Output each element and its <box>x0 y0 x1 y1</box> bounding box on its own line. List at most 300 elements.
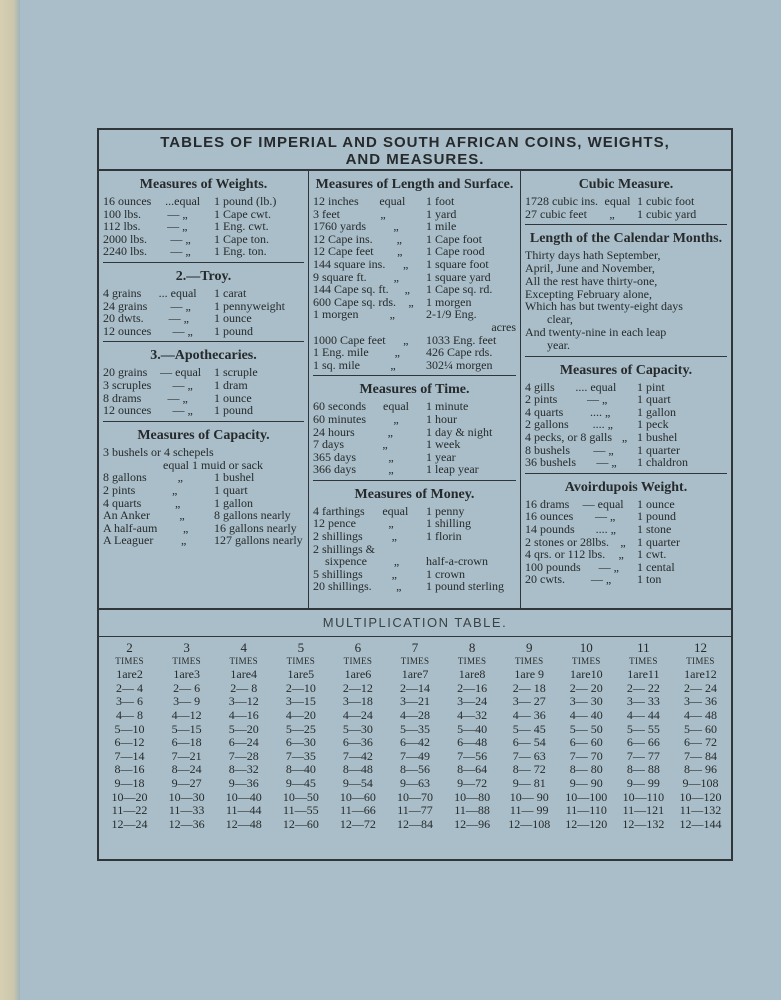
table-row <box>313 580 516 593</box>
row-quantity: 60 minutes <box>313 411 366 426</box>
title-line-2: AND MEASURES. <box>345 151 485 168</box>
times-line: 7—28 <box>228 748 259 763</box>
times-line: 12—60 <box>282 816 319 831</box>
times-column-9 <box>501 641 558 831</box>
times-label: TIMES <box>629 655 658 666</box>
row-equal: „ <box>408 294 414 309</box>
times-line: 2— 4 <box>116 680 144 695</box>
times-line: 6— 54 <box>512 735 546 750</box>
times-line: 8—64 <box>457 762 488 777</box>
row-quantity: 2 shillings & <box>313 541 376 556</box>
row-value: 1 Eng. ton. <box>214 244 267 259</box>
row-value: 1 gallon <box>214 495 253 510</box>
times-line: 8—48 <box>342 762 373 777</box>
times-line: 2—16 <box>457 680 488 695</box>
times-line: 2—10 <box>285 680 316 695</box>
times-column-5 <box>272 641 329 831</box>
row-equal: „ <box>175 495 181 510</box>
times-line: 12—108 <box>508 816 551 831</box>
times-line: 3— 30 <box>569 694 603 709</box>
table-row <box>103 220 304 233</box>
times-column-10 <box>558 641 615 831</box>
row-equal: „ <box>391 529 397 544</box>
row-equal: — equal <box>582 496 624 511</box>
row-value: half-a-crown <box>426 554 488 569</box>
row-equal <box>375 543 426 556</box>
row-quantity: 112 lbs. <box>103 219 141 234</box>
table-row <box>313 413 516 426</box>
times-line: 9— 81 <box>512 775 546 790</box>
row-quantity: 5 shillings <box>313 566 363 581</box>
row-quantity: 24 grains <box>103 298 148 313</box>
table-row <box>313 220 516 233</box>
times-line: 9— 90 <box>569 775 603 790</box>
row-value: 1 yard <box>426 206 457 221</box>
times-line: 2—14 <box>400 680 431 695</box>
title-line-1: TABLES OF IMPERIAL AND SOUTH AFRICAN COINS, WEIGHTS, <box>160 134 670 151</box>
row-quantity: 1 morgen <box>313 307 359 322</box>
times-number: 9 <box>525 640 533 655</box>
times-line: 3— 27 <box>512 694 546 709</box>
multiplication-table <box>99 637 731 831</box>
times-line: 2— 6 <box>173 680 201 695</box>
times-line: 9— 99 <box>626 775 660 790</box>
row-equal: ... equal <box>158 285 197 300</box>
column-middle <box>309 171 521 608</box>
row-quantity: 8 bushels <box>525 442 570 457</box>
section-money <box>313 481 516 597</box>
table-row <box>103 534 304 547</box>
row-value: 1 pound (lb.) <box>214 194 277 208</box>
row-quantity: 2000 lbs. <box>103 231 148 246</box>
times-line: 1are7 <box>401 667 429 682</box>
table-row <box>103 509 304 522</box>
times-line: 7— 77 <box>626 748 660 763</box>
section-length <box>313 171 516 376</box>
row-value: 1 foot <box>426 194 455 208</box>
row-equal: .... „ <box>590 404 611 419</box>
table-row <box>103 325 304 338</box>
row-quantity: 366 days <box>313 462 356 477</box>
row-equal: „ <box>609 206 615 221</box>
table-row <box>103 287 304 300</box>
times-column-8 <box>444 641 501 831</box>
row-equal: — „ <box>168 311 189 326</box>
row-value: 1 bushel <box>637 429 678 444</box>
row-quantity: 4 pecks, or 8 galls <box>525 429 612 444</box>
row-quantity: 8 gallons <box>103 470 147 485</box>
row-value: 1 pennyweight <box>214 298 285 313</box>
row-quantity: 12 inches <box>313 194 359 208</box>
row-value: 1 mile <box>426 219 457 234</box>
row-equal: „ <box>177 470 183 485</box>
times-line: 7— 84 <box>683 748 717 763</box>
times-line: 11— 99 <box>509 803 549 818</box>
row-quantity: 16 ounces <box>103 194 152 208</box>
row-equal: „ <box>390 357 396 372</box>
row-equal: — „ <box>170 244 191 259</box>
row-value: 1 cubic yard <box>637 206 697 221</box>
table-row <box>313 438 516 451</box>
row-quantity: 60 seconds <box>313 399 366 414</box>
row-quantity: 20 shillings. <box>313 579 372 594</box>
row-quantity: 4 qrs. or 112 lbs. <box>525 547 606 562</box>
row-equal: — „ <box>596 455 617 470</box>
times-line: 12—84 <box>397 816 434 831</box>
row-quantity: 144 Cape sq. ft. <box>313 282 389 297</box>
row-quantity: 16 drams <box>525 496 570 511</box>
row-quantity: 100 lbs. <box>103 206 142 221</box>
times-line: 12—96 <box>454 816 491 831</box>
times-line: 3— 36 <box>683 694 717 709</box>
row-quantity: 20 grains <box>103 365 148 380</box>
times-line: 3—12 <box>228 694 259 709</box>
section-troy <box>103 263 304 342</box>
row-quantity: 100 pounds <box>525 559 581 574</box>
section-capacity-sa <box>103 422 304 551</box>
row-equal: .... „ <box>592 417 613 432</box>
times-line: 10—120 <box>679 789 722 804</box>
poem-line: clear, <box>547 312 573 327</box>
row-value: 426 Cape rds. <box>426 345 493 360</box>
row-quantity: 12 Cape feet <box>313 244 374 259</box>
row-value: 1 Cape rood <box>426 244 485 259</box>
times-line: 6—48 <box>457 735 488 750</box>
times-label: TIMES <box>172 655 201 666</box>
row-equal: equal <box>604 194 631 208</box>
row-quantity: 8 drams <box>103 390 142 405</box>
times-line: 1are12 <box>684 667 717 682</box>
row-value: 1 hour <box>426 411 457 426</box>
times-line: 6—18 <box>171 735 202 750</box>
row-quantity: 2 pints <box>525 392 558 407</box>
row-equal: — „ <box>172 377 193 392</box>
poem-line: April, June and November, <box>525 260 655 275</box>
times-line: 11—55 <box>283 803 319 818</box>
times-line: 3—24 <box>457 694 488 709</box>
times-line: 10—70 <box>397 789 434 804</box>
row-value: 127 gallons nearly <box>214 533 303 548</box>
times-line: 6— 72 <box>683 735 717 750</box>
row-value: 1 day & night <box>426 424 493 439</box>
row-quantity: 4 grains <box>103 285 142 300</box>
times-line: 12—72 <box>339 816 376 831</box>
row-equal: „ <box>387 424 393 439</box>
times-line: 3—21 <box>400 694 431 709</box>
row-quantity: 9 square ft. <box>313 269 367 284</box>
row-value: 1 dram <box>214 377 248 392</box>
times-line: 8— 72 <box>512 762 546 777</box>
times-line: 9—45 <box>285 775 316 790</box>
section-weights <box>103 171 304 263</box>
row-equal: — „ <box>170 298 191 313</box>
row-quantity: 1728 cubic ins. <box>525 194 598 208</box>
times-line: 10—30 <box>168 789 205 804</box>
times-line: 1are11 <box>627 667 660 682</box>
row-value: 1 chaldron <box>637 455 688 470</box>
row-quantity: 12 pence <box>313 516 356 531</box>
row-equal: „ <box>388 462 394 477</box>
row-equal: — equal <box>160 365 202 380</box>
row-equal: „ <box>403 256 409 271</box>
row-value: 8 gallons nearly <box>214 508 291 523</box>
times-line: 9—63 <box>400 775 431 790</box>
table-row <box>313 283 516 296</box>
row-value: 1 shilling <box>426 516 472 531</box>
row-equal: „ <box>391 566 397 581</box>
intro-line: 3 bushels or 4 schepels <box>103 444 214 459</box>
times-line: 1are6 <box>344 667 372 682</box>
row-value: 1 ounce <box>214 390 252 405</box>
intro-line: equal 1 muid or sack <box>163 457 263 472</box>
row-value: 1 minute <box>426 399 469 414</box>
times-line: 5— 50 <box>569 721 603 736</box>
row-equal: „ <box>621 429 628 444</box>
row-quantity: 4 quarts <box>525 404 564 419</box>
section-capacity <box>525 357 727 474</box>
row-value: 1 cubic foot <box>637 194 695 208</box>
times-line: 8— 80 <box>569 762 603 777</box>
section-heading: Avoirdupois Weight. <box>564 479 688 495</box>
times-label: TIMES <box>400 655 430 666</box>
table-row <box>313 555 516 568</box>
times-column-12 <box>672 641 729 831</box>
row-value: 1 morgen <box>426 294 472 309</box>
times-line: 11—121 <box>622 803 665 818</box>
row-equal: — „ <box>590 572 612 587</box>
table-row <box>525 431 727 444</box>
row-value: 1 cwt. <box>637 547 667 562</box>
row-quantity: 2 pints <box>103 482 136 497</box>
row-equal: equal <box>383 399 409 414</box>
table-row <box>525 456 727 469</box>
times-line: 4—16 <box>228 707 259 722</box>
row-equal: „ <box>404 282 410 297</box>
times-line: 3— 9 <box>173 694 201 709</box>
column-right <box>521 171 731 608</box>
times-line: 10—20 <box>111 789 148 804</box>
times-line: 4— 36 <box>512 707 546 722</box>
times-line: 10—100 <box>565 789 608 804</box>
times-label: TIMES <box>686 655 715 666</box>
times-line: 12—144 <box>679 816 722 831</box>
row-quantity: 7 days <box>313 437 344 452</box>
times-line: 4— 8 <box>116 707 144 722</box>
times-column-6 <box>329 641 386 831</box>
row-equal: „ <box>393 269 399 284</box>
section-heading: 3.—Apothecaries. <box>150 348 257 364</box>
row-quantity: 36 bushels <box>525 455 576 470</box>
row-equal: „ <box>179 508 185 523</box>
poem-line: Thirty days hath September, <box>525 248 661 263</box>
table-row <box>313 463 516 476</box>
times-line: 5—20 <box>228 721 259 736</box>
row-quantity: 4 farthings <box>313 503 365 518</box>
times-line: 6— 60 <box>569 735 603 750</box>
times-line: 1are10 <box>569 667 603 682</box>
row-quantity: 4 quarts <box>103 495 142 510</box>
section-cubic <box>525 171 727 225</box>
row-equal: „ <box>172 482 178 497</box>
times-line: 9—108 <box>682 775 719 790</box>
row-value: 1 Cape ton. <box>214 231 269 246</box>
row-value: 1033 Eng. feet <box>426 332 497 347</box>
times-line: 7—14 <box>114 748 145 763</box>
row-equal: .... equal <box>575 379 617 394</box>
table-row <box>313 346 516 359</box>
row-value: 1 stone <box>637 521 672 536</box>
row-equal: — „ <box>587 392 608 407</box>
row-equal: — „ <box>595 509 616 524</box>
section-heading: 2.—Troy. <box>175 268 232 284</box>
times-number: 12 <box>693 640 707 655</box>
times-line: 10—50 <box>282 789 319 804</box>
row-equal: .... „ <box>595 521 616 536</box>
times-number: 11 <box>637 640 650 655</box>
row-equal: „ <box>183 520 189 535</box>
multiplication-heading: MULTIPLICATION TABLE. <box>99 610 731 637</box>
row-value: 1 leap year <box>426 462 479 477</box>
table-row <box>525 195 727 208</box>
row-equal: „ <box>180 533 187 548</box>
times-line: 6—30 <box>285 735 316 750</box>
times-line: 5—40 <box>457 721 488 736</box>
row-quantity: A Leaguer <box>103 533 154 548</box>
times-line: 6—36 <box>342 735 373 750</box>
times-line: 8— 96 <box>683 762 717 777</box>
times-line: 11—66 <box>340 803 376 818</box>
row-quantity: 1000 Cape feet <box>313 332 386 347</box>
times-number: 6 <box>354 640 362 655</box>
times-line: 3—18 <box>342 694 373 709</box>
row-value: 2-1/9 Eng. <box>426 307 477 322</box>
row-equal: „ <box>393 411 399 426</box>
table-row <box>525 573 727 586</box>
times-line: 9—72 <box>457 775 488 790</box>
row-equal: „ <box>396 579 402 594</box>
times-line: 7—49 <box>400 748 431 763</box>
times-line: 12—48 <box>225 816 262 831</box>
row-equal: — „ <box>172 403 193 418</box>
times-line: 3—15 <box>285 694 316 709</box>
section-apothecaries <box>103 342 304 421</box>
times-line: 1are8 <box>458 667 486 682</box>
row-value: 1 pound <box>214 323 253 338</box>
row-quantity: 12 ounces <box>103 403 152 418</box>
times-line: 12—36 <box>168 816 205 831</box>
times-line: 12—24 <box>111 816 148 831</box>
times-line: 9—27 <box>171 775 202 790</box>
times-column-2 <box>101 641 158 831</box>
times-line: 7—21 <box>171 748 202 763</box>
row-value: 302¼ morgen <box>426 357 493 372</box>
row-quantity: 1 sq. mile <box>313 357 360 372</box>
table-row <box>313 258 516 271</box>
row-value: 1 pound sterling <box>426 579 504 594</box>
times-line: 2— 18 <box>512 680 546 695</box>
table-row <box>103 379 304 392</box>
row-value: 1 bushel <box>214 470 255 485</box>
row-quantity: A half-aum <box>103 520 158 535</box>
times-column-4 <box>215 641 272 831</box>
times-line: 10—60 <box>339 789 376 804</box>
row-value: 1 ounce <box>637 496 675 511</box>
times-label: TIMES <box>115 655 144 666</box>
row-quantity: 600 Cape sq. rds. <box>313 294 396 309</box>
times-line: 11—77 <box>397 803 433 818</box>
row-quantity: 144 square ins. <box>313 256 386 271</box>
section-months <box>525 225 727 356</box>
months-heading: Length of the Calendar Months. <box>529 231 723 247</box>
times-line: 2— 8 <box>230 680 258 695</box>
row-quantity: 2 stones or 28lbs. <box>525 534 609 549</box>
times-line: 11—132 <box>679 803 722 818</box>
row-equal: „ <box>380 206 386 221</box>
times-line: 9—54 <box>342 775 373 790</box>
times-line: 4— 40 <box>569 707 603 722</box>
row-value: 1 year <box>426 449 456 464</box>
times-line: 4— 48 <box>683 707 717 722</box>
tables-box <box>97 128 733 861</box>
poem-line: All the rest have thirty-one, <box>525 273 658 288</box>
row-value: 1 pint <box>637 379 665 394</box>
times-line: 1are 9 <box>514 667 545 682</box>
row-equal: „ <box>393 554 400 569</box>
times-line: 9—36 <box>228 775 259 790</box>
times-number: 4 <box>240 640 247 655</box>
row-value: 1 Eng. cwt. <box>214 219 269 234</box>
table-row <box>525 393 727 406</box>
times-line: 2— 22 <box>626 680 660 695</box>
times-line: 7—42 <box>342 748 373 763</box>
times-line: 1are2 <box>116 667 143 682</box>
times-number: 7 <box>411 640 419 655</box>
row-value: 1 ton <box>637 572 662 587</box>
poem-line: year. <box>547 337 570 352</box>
times-line: 4—24 <box>342 707 373 722</box>
row-value: acres <box>491 319 516 334</box>
row-equal: — „ <box>593 442 614 457</box>
times-line: 5—30 <box>342 721 373 736</box>
row-value: 1 pound <box>637 509 676 524</box>
row-quantity: 20 cwts. <box>525 572 565 587</box>
row-value: 1 quarter <box>637 534 680 549</box>
section-heading: Measures of Money. <box>354 486 475 502</box>
table-row <box>313 530 516 543</box>
row-quantity: 20 dwts. <box>103 311 144 326</box>
section-heading: Measures of Time. <box>359 382 470 398</box>
row-value: 1 pound <box>214 403 253 418</box>
row-value: 1 quart <box>214 482 248 497</box>
months-poem <box>525 249 727 351</box>
row-value: 1 Cape cwt. <box>214 206 271 221</box>
table-row <box>313 308 516 321</box>
times-line: 5— 55 <box>626 721 660 736</box>
row-equal: „ <box>389 307 395 322</box>
column-left <box>99 171 309 608</box>
row-equal: „ <box>382 437 388 452</box>
row-equal: „ <box>388 449 394 464</box>
times-line: 5— 60 <box>683 721 717 736</box>
row-quantity: 24 hours <box>313 424 355 439</box>
times-line: 4—32 <box>457 707 488 722</box>
row-equal: — „ <box>170 231 191 246</box>
section-time <box>313 376 516 481</box>
row-quantity: 3 feet <box>313 206 340 221</box>
times-line: 8—56 <box>400 762 431 777</box>
table-row <box>313 195 516 208</box>
row-equal <box>313 321 426 334</box>
